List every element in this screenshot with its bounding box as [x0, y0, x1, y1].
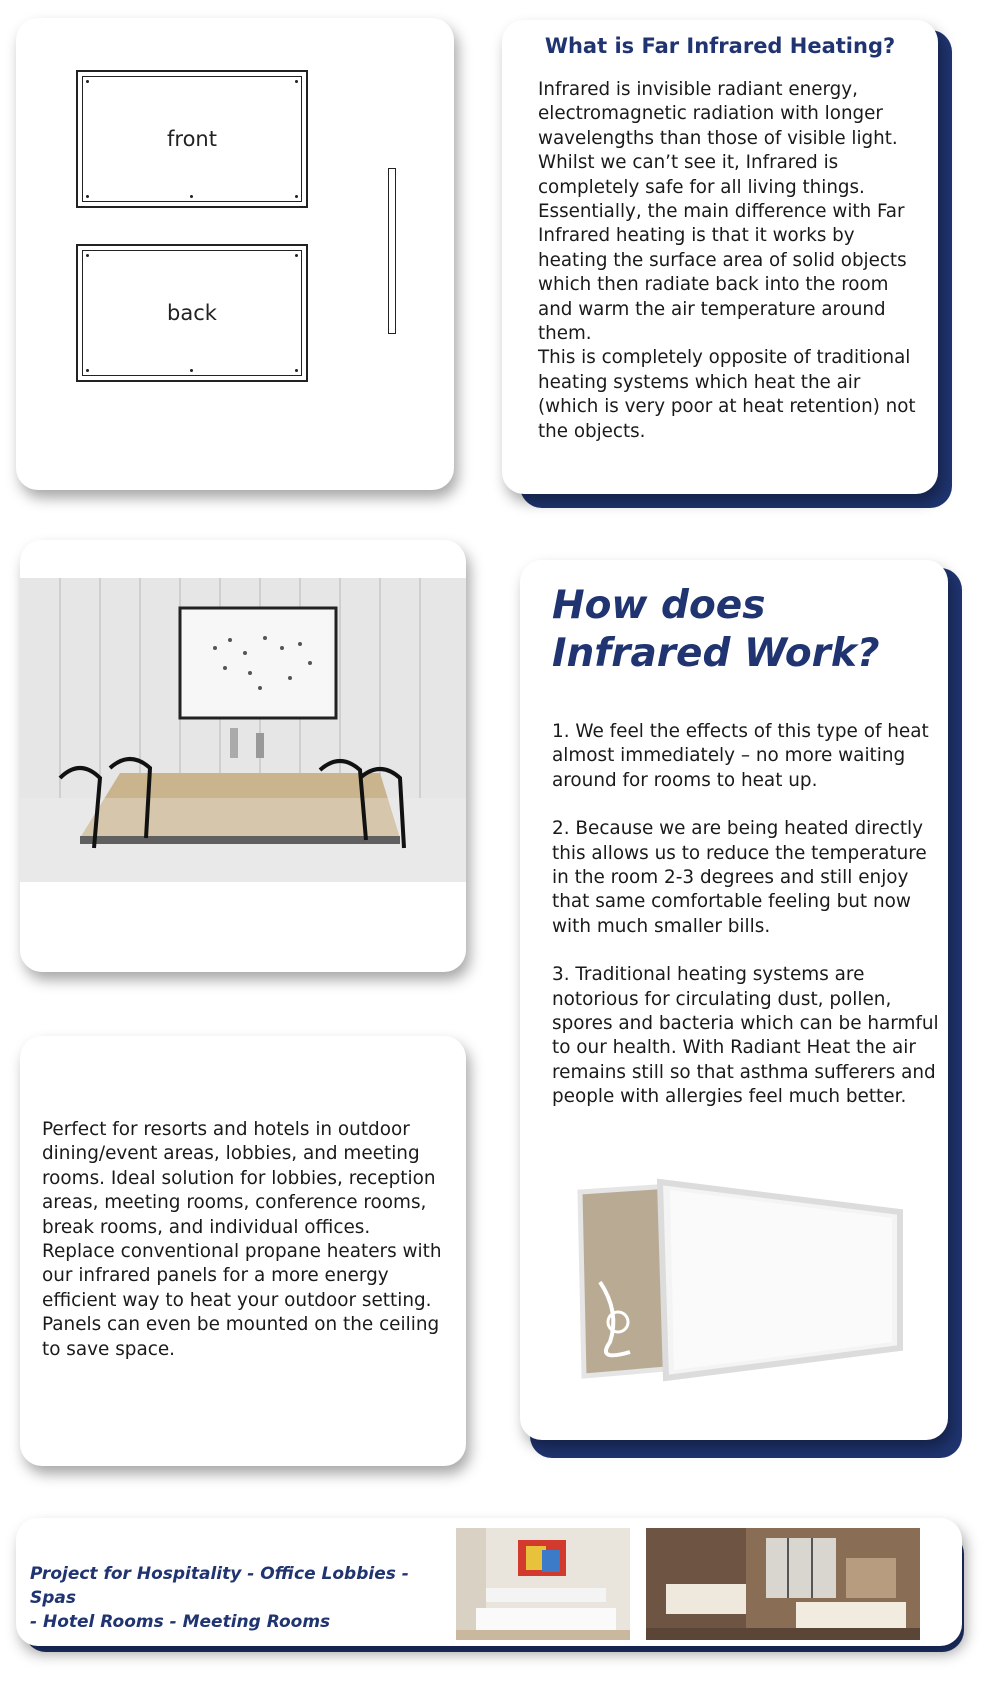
footer-band [16, 1518, 962, 1646]
how-point: 1. We feel the effects of this type of heat almost immediately – no more waiting around for rooms to heat up. [552, 721, 929, 791]
dining-room-photo-card [20, 540, 466, 972]
dining-room-photo [20, 578, 466, 882]
how-does-card [520, 560, 948, 1440]
front-label: front [167, 127, 217, 151]
what-is-card [502, 20, 938, 494]
what-is-body [538, 78, 918, 444]
hotel-room-photo [646, 1528, 920, 1640]
how-does-body [552, 720, 942, 1134]
how-does-title: How does Infrared Work? [552, 583, 880, 676]
panel-front-drawing [76, 70, 308, 208]
what-is-paragraph: Whilst we can’t see it, Infrared is completely safe for all living things. Essentially, the main difference with Far Infrared heating is that it works by heating the surface area of solid objects which then radiate back into the room and warm the air temperature around them. [538, 152, 907, 345]
perfect-for-text: Perfect for resorts and hotels in outdoor dining/event areas, lobbies, and meeting rooms. Ideal solution for lobbies, reception areas, meeting rooms, conference rooms, break rooms, and individual offices. Replace conventional propane heaters with our infrared panels for a more energy efficient way to heat your outdoor setting. Panels can even be mounted on the ceiling to save space. [42, 1119, 442, 1360]
how-point: 2. Because we are being heated directly this allows us to reduce the temperature in the room 2-3 degrees and still enjoy that same comfortable feeling but now with much smaller bills. [552, 818, 927, 937]
panel-back-drawing [76, 244, 308, 382]
project-for-line-1: Project for Hospitality - Office Lobbies - Spas [30, 1564, 409, 1608]
what-is-paragraph: Infrared is invisible radiant energy, electromagnetic radiation with longer wavelengths than those of visible light. [538, 79, 898, 149]
what-is-paragraph: This is completely opposite of traditional heating systems which heat the air (which is very poor at heat retention) not the objects. [538, 347, 916, 442]
back-label: back [167, 301, 217, 325]
panel-side-drawing [388, 168, 396, 334]
project-for-line-2: - Hotel Rooms - Meeting Rooms [30, 1612, 331, 1632]
panel-diagram-card [16, 18, 454, 490]
project-for-text [30, 1562, 430, 1634]
perfect-for-card [20, 1036, 466, 1466]
what-is-title: What is Far Infrared Heating? [544, 34, 896, 58]
how-point: 3. Traditional heating systems are notorious for circulating dust, pollen, spores and bacteria which can be harmful to our health. With Radiant Heat the air remains still so that asthma sufferers and people with allergies feel much better. [552, 964, 939, 1108]
infrared-panel-image [570, 1172, 920, 1382]
living-room-photo [456, 1528, 630, 1640]
